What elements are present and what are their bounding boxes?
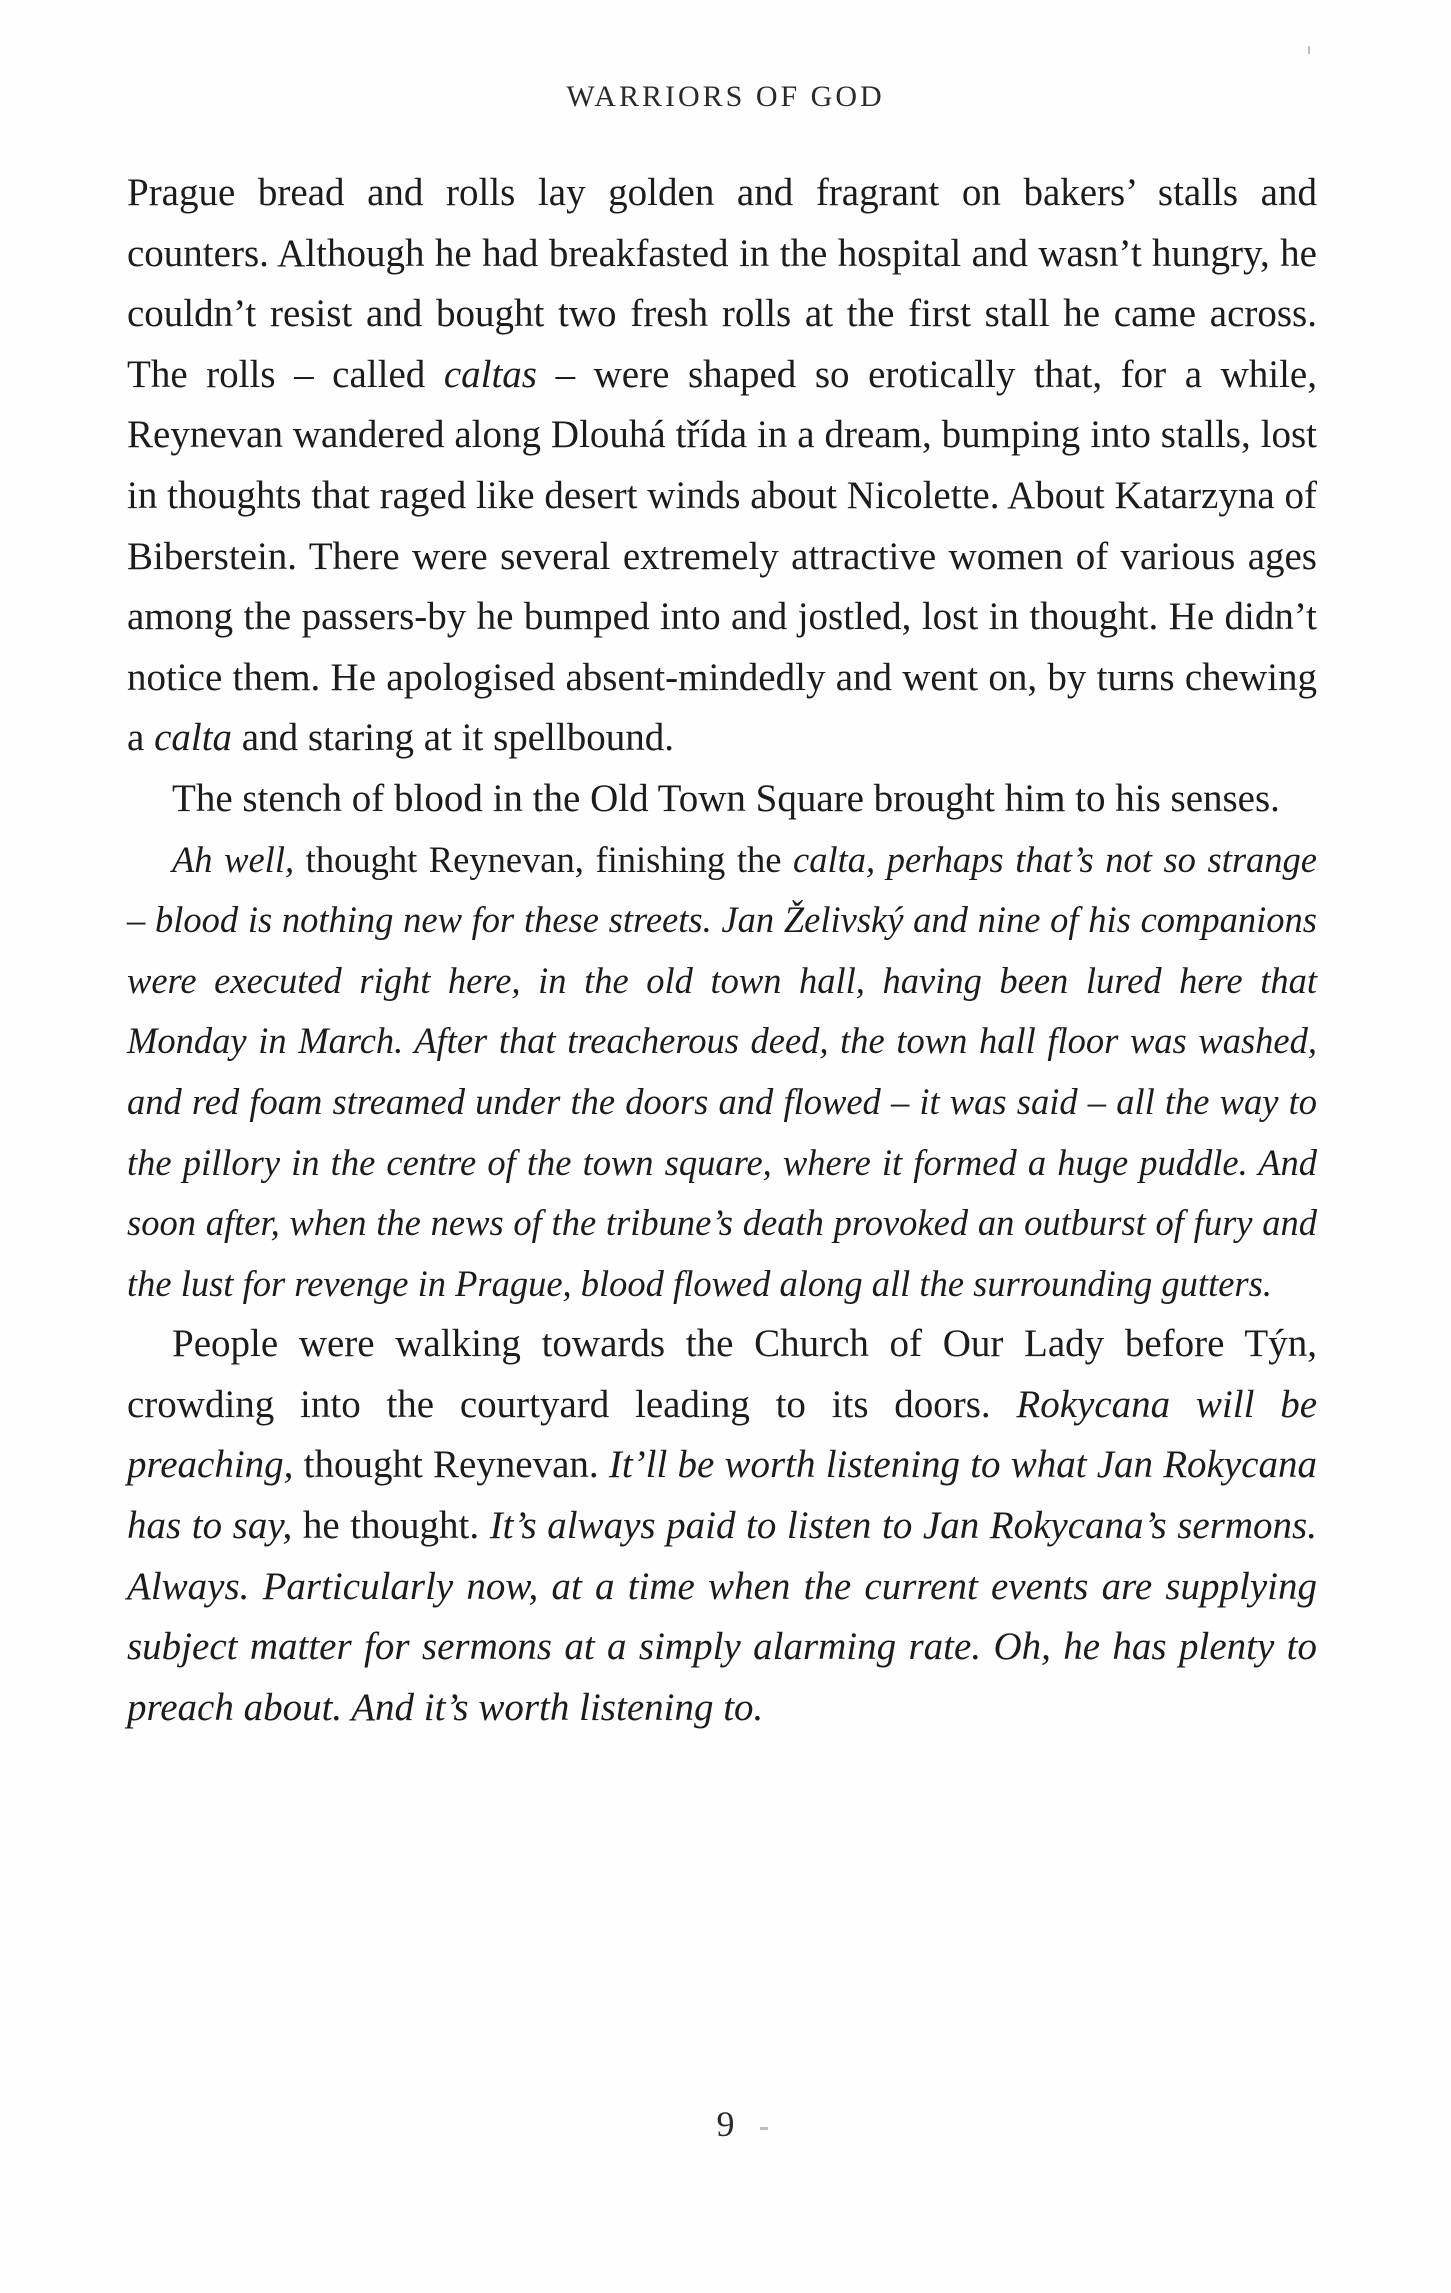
p3-italic-ah-well: Ah well, [172, 838, 295, 880]
p4-text-b: thought Reynevan. [293, 1443, 609, 1487]
p3-roman-text: thought Reynevan, finishing the [294, 838, 793, 880]
paragraph-1 [127, 163, 1317, 769]
p1-italic-calta: calta [154, 716, 233, 760]
p1-italic-caltas: caltas [443, 352, 537, 396]
p1-text-b: – were shaped so erotically that, for a while, Reynevan wandered along Dlouhá třída in a dream, bumping into stalls, lost in thoughts that raged like desert winds about Nicolette. About Katarzyna of Biberstein. There were several extremely attractive women of various ages among the passers-by he bumped into and jostled, lost in thought. He didn’t notice them. He apologised absent-mindedly and went on, by turns chewing a [127, 352, 1317, 760]
p4-text-c: he thought. [292, 1504, 490, 1548]
p4-italic-sermons: It’s always paid to listen to Jan Rokycana’s sermons. Always. Particularly now, at a time when the current events are supplying subject matter for sermons at a simply alarming rate. Oh, he has plenty to preach about. And it’s worth listening to. [127, 1504, 1317, 1729]
paragraph-2: The stench of blood in the Old Town Square brought him to his senses. [172, 776, 1280, 820]
body-text [127, 163, 1317, 1738]
p3-italic-thought: calta, perhaps that’s not so strange – blood is nothing new for these streets. Jan Želivský and nine of his companions were executed right here, in the old town hall, having been lured here that Monday in March. After that treacherous deed, the town hall floor was washed, and red foam streamed under the doors and flowed – it was said – all the way to the pillory in the centre of the town square, where it formed a huge puddle. And soon after, when the news of the tribune’s death provoked an outburst of fury and the lust for revenge in Prague, blood flowed along all the surrounding gutters. [127, 838, 1318, 1304]
paragraph-3 [127, 830, 1317, 1315]
p4-italic-rokycana: Rokycana will be preaching, [127, 1382, 1317, 1487]
p4-text-a: People were walking towards the Church of Our Lady before Týn, crowding into the courtyard leading to its doors. [127, 1322, 1317, 1426]
p1-text: Prague bread and rolls lay golden and fragrant on bakers’ stalls and counters. Although he had breakfasted in the hospital and wasn’t hungry, he couldn’t resist and bought two fresh rolls at the first stall he came across. The rolls – called [127, 171, 1317, 396]
p1-text-c: and staring at it spellbound. [232, 716, 674, 760]
scan-speck [1308, 46, 1310, 54]
page-number: 9 [716, 2104, 735, 2144]
paragraph-4 [127, 1314, 1317, 1738]
scan-speck [760, 2127, 768, 2130]
p4-italic-worth-listening: It’ll be worth listening to what Jan Rokycana has to say, [127, 1443, 1317, 1548]
running-title: WARRIORS OF GOD [566, 80, 885, 113]
